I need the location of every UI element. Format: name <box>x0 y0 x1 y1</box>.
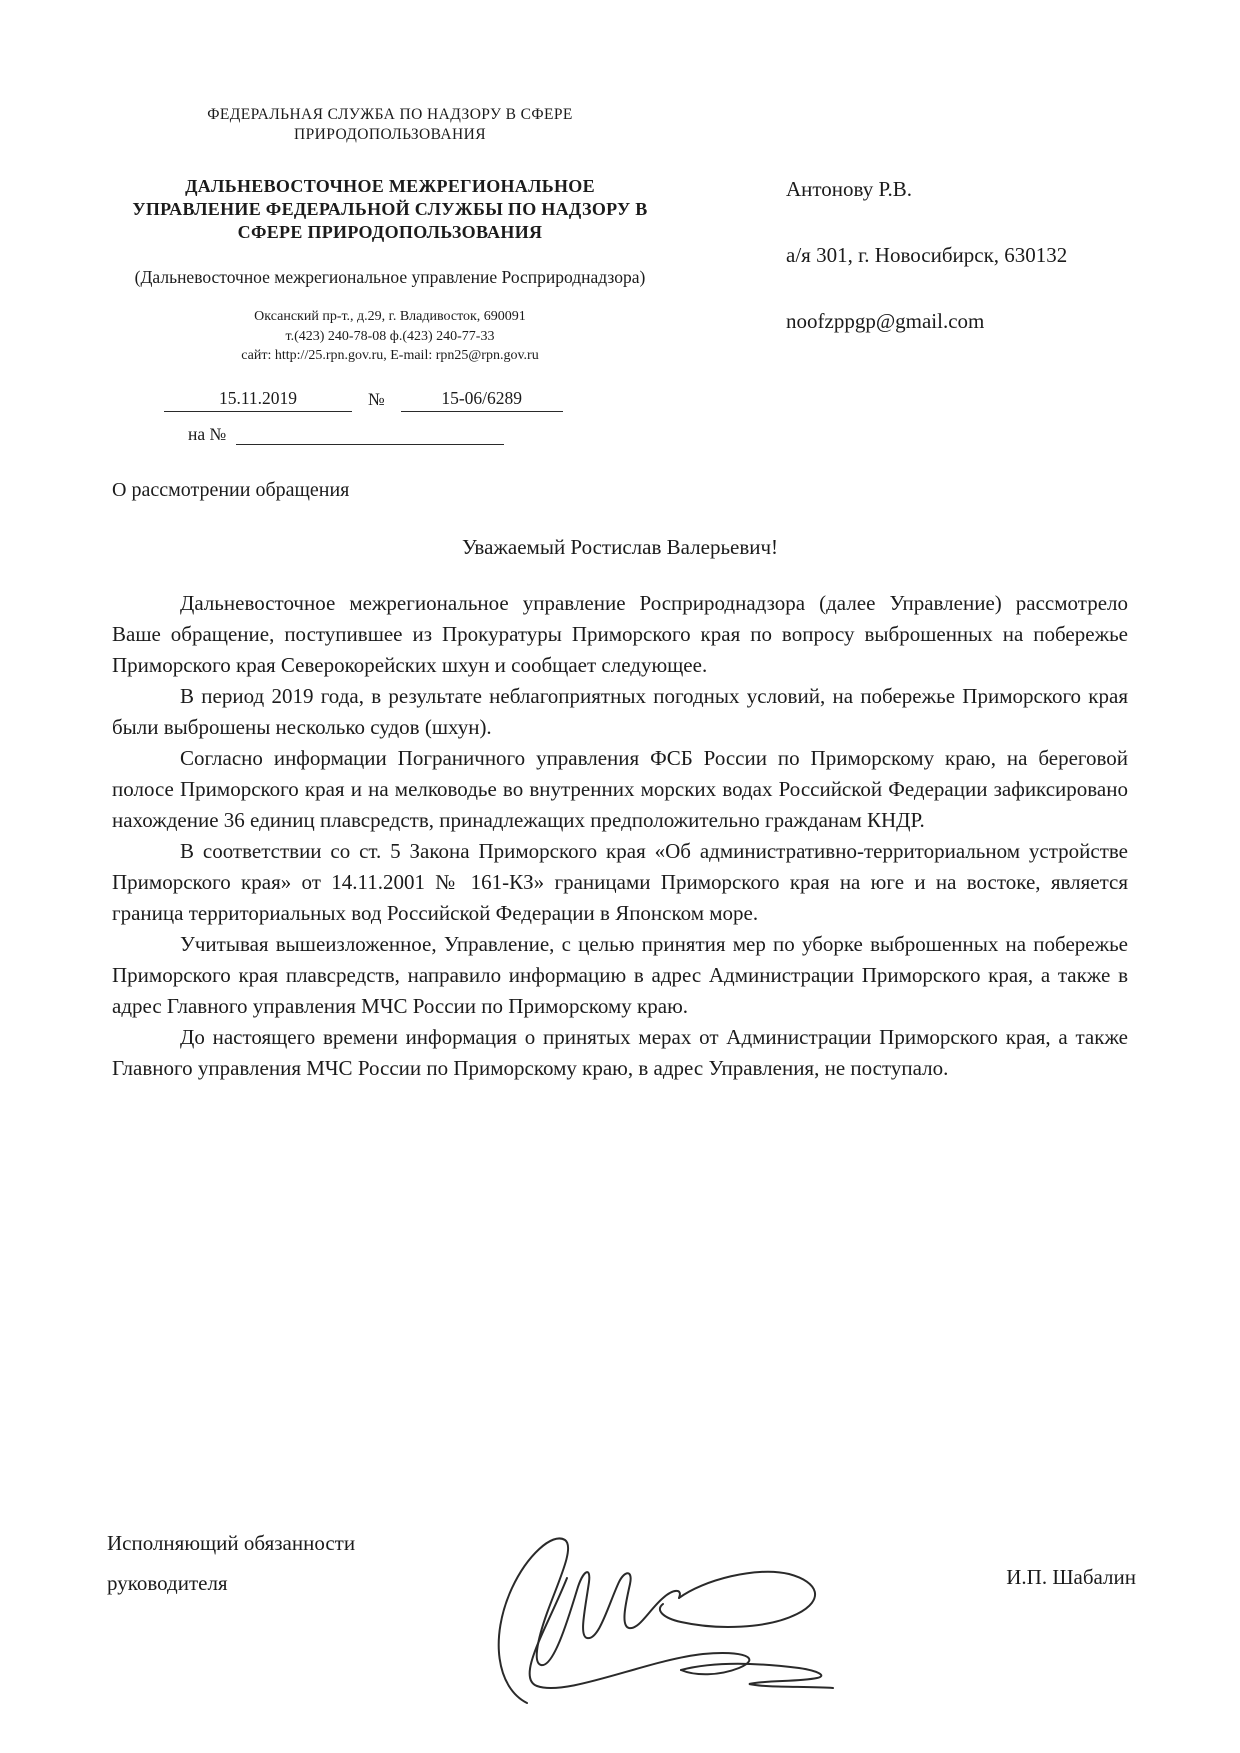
date-number-row <box>164 388 668 412</box>
subject-line: О рассмотрении обращения <box>112 478 350 501</box>
recipient-email: noofzppgp@gmail.com <box>786 309 985 333</box>
body-paragraph: Учитывая вышеизложенное, Управление, с целью принятия мер по уборке выброшенных на побережье Приморского края плавсредств, направило информацию в адрес Администрации Приморского края, а также в адрес Главного управления МЧС России по Приморскому краю. <box>112 931 1128 1018</box>
office-address: Оксанский пр-т., д.29, г. Владивосток, 690091 <box>254 309 526 324</box>
signer-name: И.П. Шабалин <box>1006 1565 1136 1589</box>
department-short-name: (Дальневосточное межрегиональное управление Росприроднадзора) <box>134 267 646 287</box>
body-paragraph: В соответствии со ст. 5 Закона Приморского края «Об административно-территориальном устройстве Приморского края» от 14.11.2001 № 161-КЗ» границами Приморского края на юге и на востоке, является граница территориальных вод Российской Федерации в Японском море. <box>112 838 1128 925</box>
office-web-email: сайт: http://25.rpn.gov.ru, E-mail: rpn25@rpn.gov.ru <box>241 348 539 363</box>
signature-block <box>107 1523 1136 1718</box>
body-paragraph: В период 2019 года, в результате неблагоприятных погодных условий, на побережье Приморского края были выброшены несколько судов (шхун). <box>112 683 1128 739</box>
reference-label: на № <box>188 423 227 444</box>
body-paragraph: До настоящего времени информация о принятых мерах от Администрации Приморского края, а также Главного управления МЧС России по Приморскому краю, в адрес Управления, не поступало. <box>112 1024 1128 1080</box>
body-paragraph: Дальневосточное межрегиональное управление Росприроднадзора (далее Управление) рассмотрело Ваше обращение, поступившее из Прокуратуры Приморского края по вопросу выброшенных на побережье Приморского края Северокорейских шхун и сообщает следующее. <box>112 590 1128 677</box>
contact-block <box>112 307 668 366</box>
department-full-name: ДАЛЬНЕВОСТОЧНОЕ МЕЖРЕГИОНАЛЬНОЕ УПРАВЛЕНИЕ ФЕДЕРАЛЬНОЙ СЛУЖБЫ ПО НАДЗОРУ В СФЕРЕ ПРИРОДОПОЛЬЗОВАНИЯ <box>132 176 648 242</box>
recipient-block <box>668 105 1128 445</box>
body-paragraph: Согласно информации Пограничного управления ФСБ России по Приморскому краю, на береговой полосе Приморского края и на мелководье во внутренних морских водах Российской Федерации зафиксировано нахождение 36 единиц плавсредств, принадлежащих предположительно гражданам КНДР. <box>112 745 1128 832</box>
recipient-address: а/я 301, г. Новосибирск, 630132 <box>786 243 1068 267</box>
letter-body <box>112 588 1128 1084</box>
letter-number: 15-06/6289 <box>401 388 563 412</box>
letterhead <box>112 105 1128 445</box>
salutation: Уважаемый Ростислав Валерьевич! <box>461 534 779 559</box>
recipient-name: Антонову Р.В. <box>786 177 913 201</box>
reference-blank-line <box>236 424 504 445</box>
reference-row <box>188 424 668 445</box>
number-sign: № <box>368 388 385 409</box>
letterhead-left-column <box>112 105 668 445</box>
federal-agency-name: ФЕДЕРАЛЬНАЯ СЛУЖБА ПО НАДЗОРУ В СФЕРЕ ПРИРОДОПОЛЬЗОВАНИЯ <box>207 106 573 143</box>
handwritten-signature-icon <box>437 1518 1006 1718</box>
signer-position: Исполняющий обязанности руководителя <box>107 1531 356 1595</box>
letter-date: 15.11.2019 <box>164 388 352 412</box>
office-phones: т.(423) 240-78-08 ф.(423) 240-77-33 <box>285 328 495 344</box>
